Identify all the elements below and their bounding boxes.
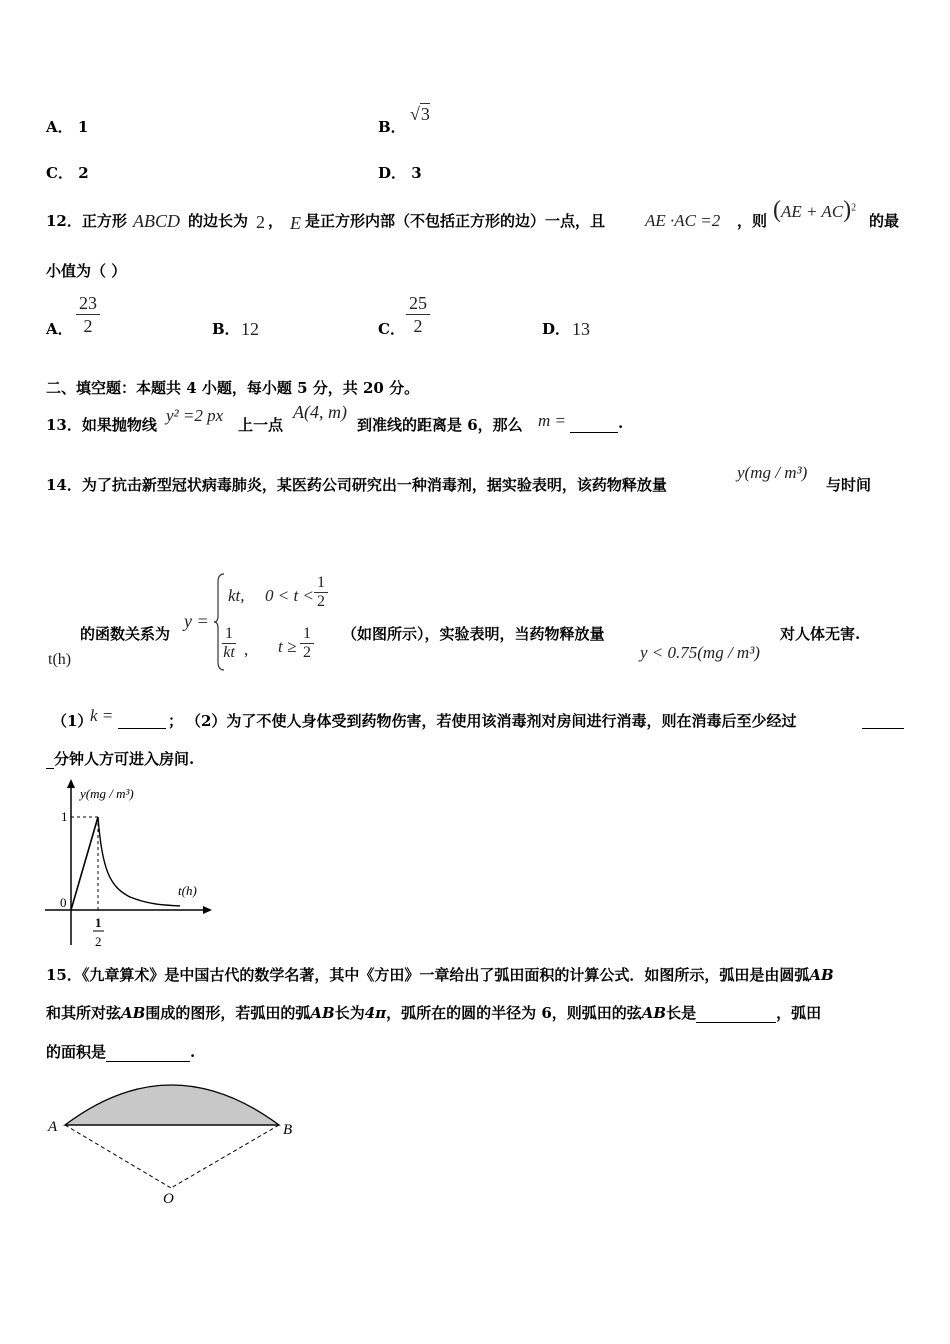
option-label: B． — [378, 118, 406, 136]
question-number: 13． — [46, 416, 82, 434]
case2-comma: , — [244, 640, 249, 659]
answer-blank-chord[interactable] — [696, 1004, 776, 1023]
q15-line2 — [46, 1002, 821, 1023]
denominator: kt — [223, 644, 235, 661]
y-axis-label: y(mg / m³) — [80, 786, 134, 801]
denominator: 2 — [83, 316, 93, 336]
question-text: ，弧田 — [776, 1004, 822, 1022]
q12-option-d-label: D． — [542, 320, 571, 338]
q11-option-c — [46, 162, 89, 183]
period: . — [190, 1043, 196, 1061]
q11-option-b-sqrt — [410, 104, 430, 125]
q12-option-d-value: 13 — [572, 319, 590, 339]
q12-option-a-fraction — [76, 292, 100, 337]
period: . — [618, 414, 624, 432]
time-label: t(h) — [48, 651, 72, 668]
y-axis-arrow — [67, 779, 75, 788]
question-text: 到准线的距离是 6，那么 — [357, 416, 523, 434]
q13-answer — [570, 414, 623, 433]
math-ab: AB — [809, 966, 834, 984]
q12-option-b-label: B． — [212, 320, 240, 338]
label-b: B — [283, 1122, 293, 1138]
q11-option-b — [378, 116, 406, 137]
question-text: 分钟人方可进入房间. — [54, 750, 195, 768]
question-text: 对人体无害. — [780, 625, 861, 643]
question-text: 和其所对弦 — [46, 1004, 122, 1022]
question-text: 长为 — [334, 1004, 365, 1022]
label-a: A — [48, 1119, 58, 1135]
answer-blank[interactable] — [862, 710, 904, 729]
comma: ， — [268, 212, 284, 230]
denominator: 2 — [317, 593, 325, 610]
option-label: A． — [46, 118, 73, 136]
option-value: 2 — [78, 164, 89, 182]
math-m-equals: m = — [538, 411, 566, 430]
question-text: 为了抗击新型冠状病毒肺炎，某医药公司研究出一种消毒剂，据实验表明，该药物释放量 — [81, 476, 667, 494]
question-text: （如图所示），实验表明，当药物释放量 — [342, 625, 605, 643]
case1-half — [314, 574, 328, 611]
part-label: （1） — [52, 712, 93, 730]
q14-k-answer — [118, 710, 166, 729]
question-text: 正方形 — [81, 212, 127, 230]
question-text: 的边长为 — [188, 212, 249, 230]
sum-expr: AE + AC — [781, 202, 844, 221]
question-text: （2）为了不使人身体受到药物伤害，若使用该消毒剂对房间进行消毒，则在消毒后至少经过 — [186, 712, 797, 730]
question-number: 12． — [46, 212, 82, 230]
answer-blank-area[interactable] — [106, 1043, 190, 1062]
math-unit: y(mg / m³) — [737, 463, 808, 482]
math-two: 2 — [256, 212, 265, 232]
math-ab: AB — [641, 1004, 667, 1022]
option-value: 3 — [411, 164, 422, 182]
q15-line1 — [46, 964, 834, 985]
q14-text6 — [46, 748, 194, 769]
sqrt-radicand: 3 — [420, 104, 430, 124]
q12-option-a-label: A． — [46, 320, 73, 338]
question-number: 14． — [46, 476, 82, 494]
q12-number-text1 — [46, 210, 127, 231]
option-value: 1 — [77, 118, 89, 136]
arc-segment — [65, 1085, 279, 1125]
answer-blank[interactable] — [118, 710, 166, 729]
numerator: 25 — [406, 292, 430, 315]
question-text: 的函数关系为 — [80, 625, 171, 643]
math-e: E — [290, 213, 301, 233]
radius-oa — [65, 1125, 171, 1188]
numerator: 1 — [314, 574, 328, 593]
numerator: 23 — [76, 292, 100, 315]
q13-text1 — [46, 414, 157, 435]
question-text: 的最 — [869, 212, 900, 230]
math-ab: AB — [310, 1004, 335, 1022]
question-text: ，则 — [737, 212, 768, 230]
question-text: 上一点 — [238, 416, 284, 434]
question-text: 如果抛物线 — [81, 416, 157, 434]
q14-minutes-blank-start — [862, 710, 904, 729]
dot-expr: AE ·AC =2 — [645, 211, 721, 230]
math-y-equals: y = — [184, 611, 209, 631]
question-text: 是正方形内部（不包括正方形的边）一点，且 — [305, 212, 606, 230]
q15-figure — [40, 1065, 310, 1215]
math-sum-squared: (AE + AC)$^2$ — [773, 197, 857, 223]
question-text: 小值为（ ） — [46, 262, 127, 280]
math-point-a: A(4, m) — [293, 402, 347, 422]
question-text: 长是 — [666, 1004, 697, 1022]
math-dot-product — [645, 211, 720, 231]
question-text: 15．《九章算术》是中国古代的数学名著，其中《方田》一章给出了弧田面积的计算公式．如图所示，弧田是由圆弧 — [46, 966, 810, 984]
question-text: 的面积是 — [46, 1043, 107, 1061]
q12-option-b-value: 12 — [241, 319, 259, 339]
question-text: ，弧所在的圆的半径为 6，则弧田的弦 — [386, 1004, 642, 1022]
question-text: 与时间 — [826, 476, 872, 494]
answer-blank[interactable] — [570, 414, 618, 433]
q12-option-c-label: C． — [378, 320, 405, 338]
x-tick-denominator: 2 — [95, 934, 102, 949]
question-text: 围成的图形，若弧田的弧 — [145, 1004, 311, 1022]
answer-blank-end[interactable] — [46, 750, 54, 769]
numerator: 1 — [222, 625, 236, 644]
q14-part1 — [52, 710, 92, 731]
case1-expr: kt, — [228, 586, 245, 605]
label-o: O — [163, 1191, 174, 1207]
semicolon: ； — [168, 712, 184, 730]
section-title: 二、填空题：本题共 4 小题，每小题 5 分，共 20 分。 — [46, 379, 420, 397]
case2-half — [300, 625, 314, 662]
x-axis-label: t(h) — [178, 883, 197, 898]
math-k-equals: k = — [90, 706, 114, 725]
sqrt-sign: √ — [410, 104, 420, 124]
denominator: 2 — [303, 644, 311, 661]
math-ab: AB — [121, 1004, 146, 1022]
radius-ob — [171, 1125, 279, 1188]
option-label: D． — [378, 164, 407, 182]
q15-line3 — [46, 1041, 195, 1062]
q11-option-d — [378, 162, 422, 183]
origin-label: 0 — [60, 895, 67, 910]
reciprocal-curve — [98, 817, 180, 906]
linear-segment — [71, 817, 98, 910]
case1-cond: 0 < t < — [265, 586, 314, 605]
math-inequality: y < 0.75(mg / m³) — [640, 643, 760, 662]
math-parabola: y² =2 px — [166, 406, 224, 425]
q11-option-a — [46, 116, 88, 137]
q14-text1 — [46, 474, 667, 495]
x-tick-numerator: 1 — [95, 915, 102, 930]
option-label: C． — [46, 164, 73, 182]
q12-option-c-fraction — [406, 292, 430, 337]
case2-cond: t ≥ — [278, 637, 297, 656]
y-tick-1: 1 — [61, 809, 68, 824]
math-abcd: ABCD — [133, 211, 180, 231]
exponent: 2 — [851, 202, 857, 214]
math-arc-length: 4π — [364, 1004, 387, 1022]
x-axis-arrow — [203, 906, 212, 914]
denominator: 2 — [413, 316, 423, 336]
numerator: 1 — [300, 625, 314, 644]
case2-fraction — [222, 625, 236, 662]
q14-graph — [40, 775, 220, 955]
